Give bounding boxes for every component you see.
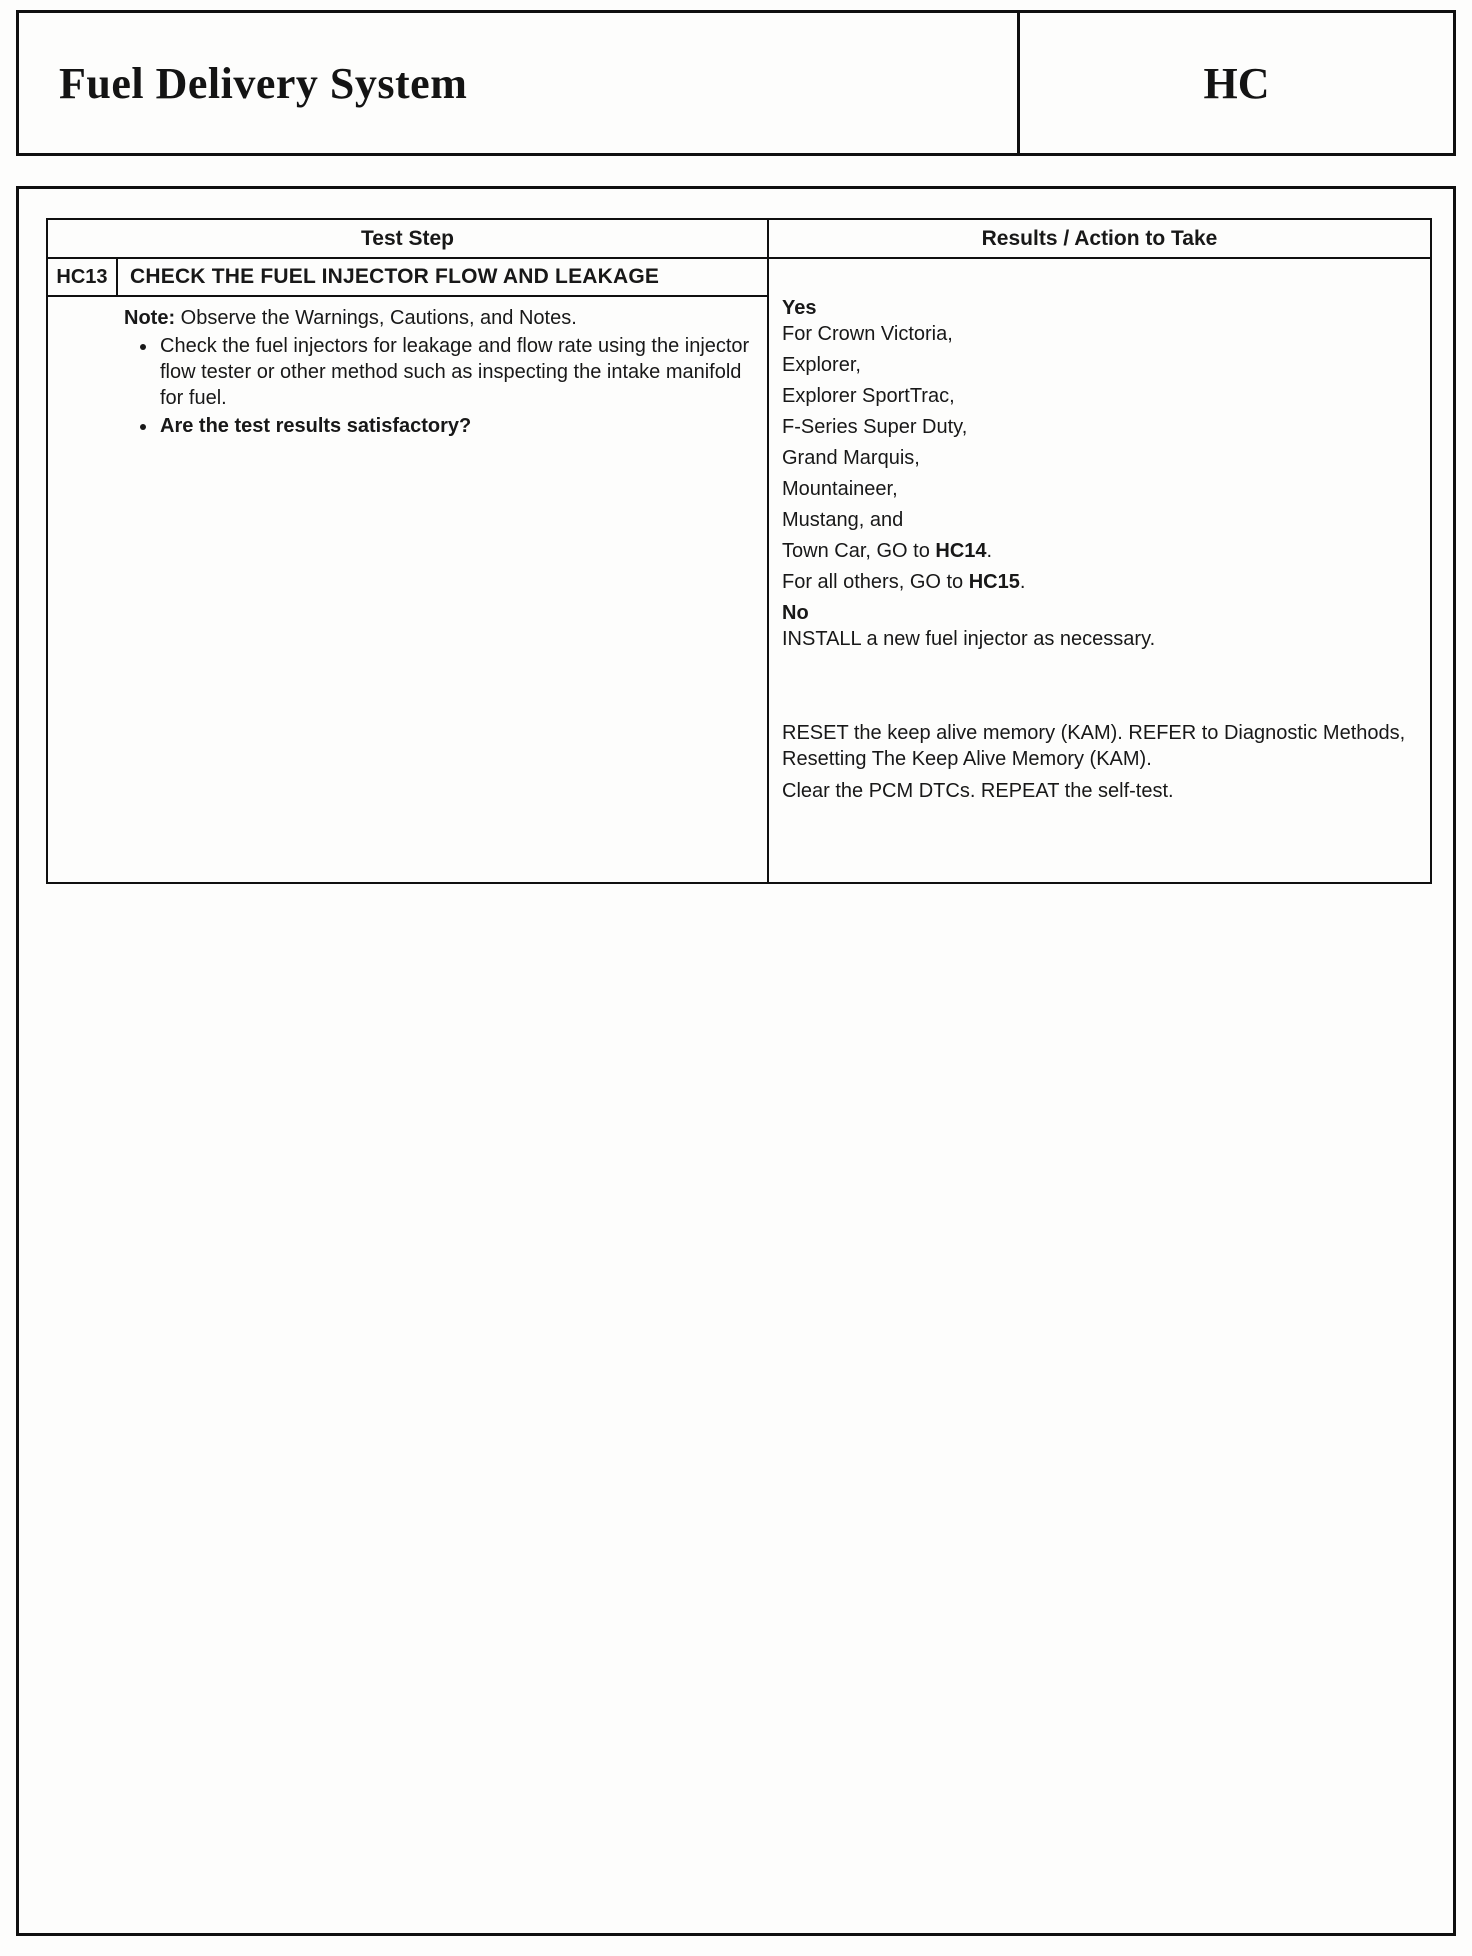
goto-hc15-code: HC15 [968,571,1020,593]
goto-hc15-suffix: . [1019,571,1026,593]
vehicle-line: Grand Marquis, [782,447,920,469]
step-title: CHECK THE FUEL INJECTOR FLOW AND LEAKAGE [130,265,660,288]
reset-kam-text: RESET the keep alive memory (KAM). REFER to Diagnostic Methods, Resetting The Keep Alive Memory (KAM). [782,722,1406,770]
page-title: Fuel Delivery System [59,58,468,108]
step-body [48,297,767,882]
no-label: No [782,602,809,624]
goto-hc14-prefix: Town Car, GO to [782,540,936,562]
yes-label: Yes [782,297,817,319]
vehicle-line: Explorer SportTrac, [782,385,955,407]
table-header-row [48,220,1430,259]
col-header-test-step: Test Step [48,220,769,257]
vehicle-line: F-Series Super Duty, [782,416,968,438]
clear-dtc-text: Clear the PCM DTCs. REPEAT the self-test. [782,780,1174,802]
col-header-results: Results / Action to Take [981,226,1218,250]
vehicle-line: Mountaineer, [782,478,898,500]
step-bullet-item: • Check the fuel injectors for leakage and flow rate using the injector flow tester or other method such as inspecting the intake manifold for fuel. [158,333,753,411]
goto-line-hc14 [782,538,1420,564]
goto-hc15-prefix: For all others, GO to [782,571,969,593]
step-header-row [48,259,767,297]
page-title-cell [19,13,1017,153]
section-code-cell [1017,13,1453,153]
step-question: • Are the test results satisfactory? [158,413,753,439]
step-id: HC13 [48,259,118,295]
vehicle-line: Mustang, and [782,509,904,531]
vehicle-line: For Crown Victoria, [782,323,953,345]
vehicle-line: Explorer, [782,354,861,376]
goto-hc14-code: HC14 [935,540,987,562]
page-header [16,10,1456,156]
table-body [48,259,1430,882]
note-label: Note: [124,307,176,329]
results-cell [769,259,1430,882]
content-box [16,186,1456,1936]
goto-line-hc15 [782,569,1420,595]
goto-hc14-suffix: . [986,540,993,562]
no-action-text: INSTALL a new fuel injector as necessary. [782,628,1156,650]
step-bullet-list [124,333,753,439]
note-paragraph [124,305,753,331]
test-step-table [46,218,1432,884]
note-text: Observe the Warnings, Cautions, and Notes. [175,307,577,329]
section-code: HC [1203,58,1270,108]
test-step-cell [48,259,769,882]
